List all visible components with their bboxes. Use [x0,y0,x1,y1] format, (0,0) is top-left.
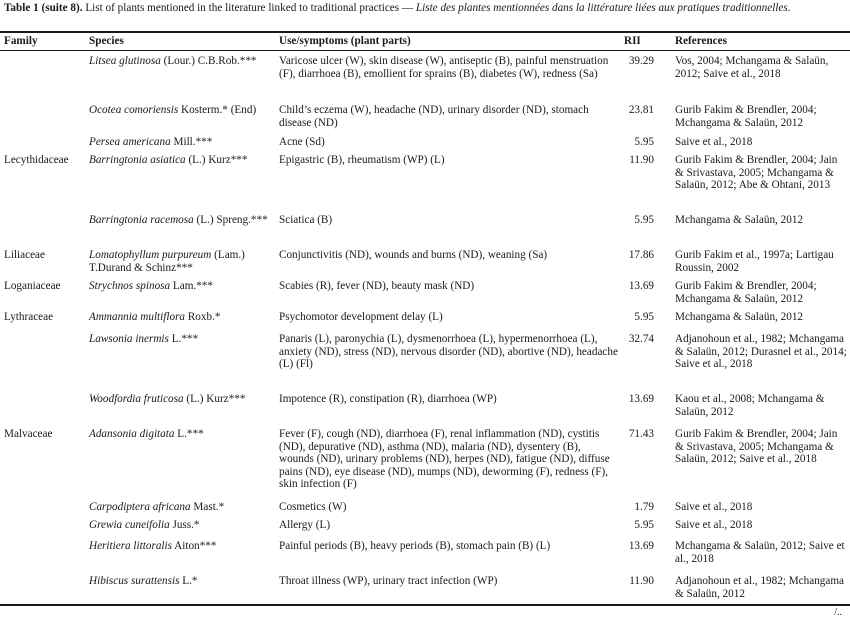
use-cell: Scabies (R), fever (ND), beauty mask (ND) [279,280,475,292]
header-species: Species [89,35,124,47]
use-cell: Acne (Sd) [279,136,325,148]
species-genus: Hibiscus surattensis [89,575,180,587]
use-cell: Conjunctivitis (ND), wounds and burns (ND), weaning (Sa) [279,249,548,261]
header-references: References [675,35,727,47]
header-family: Family [4,35,38,47]
species-author: (L.) Kurz*** [185,154,248,166]
use-cell: Epigastric (B), rheumatism (WP) (L) [279,154,445,166]
species-cell [89,540,275,553]
species-author: (L.) Kurz*** [183,393,246,405]
species-author: Roxb.* [185,311,221,323]
rii-cell: 17.86 [628,249,654,261]
references-cell: Saive et al., 2018 [675,501,753,513]
rii-cell: 5.95 [634,311,654,323]
rii-cell: 39.29 [628,55,654,67]
species-genus: Litsea glutinosa [89,55,161,67]
references-cell: Gurib Fakim & Brendler, 2004; Jain & Srivastava, 2005; Mchangama & Salaün, 2012; Saive et al., 2018 [675,428,838,466]
species-cell [89,214,275,227]
rii-cell: 11.90 [629,575,654,587]
use-cell: Painful periods (B), heavy periods (B), stomach pain (B) (L) [279,540,551,552]
family-cell: Lythraceae [4,311,54,323]
species-cell [89,136,275,149]
species-cell [89,333,275,346]
header-rule [0,50,850,51]
species-genus: Barringtonia asiatica [89,154,186,166]
references-cell: Saive et al., 2018 [675,519,753,531]
species-cell [89,428,275,441]
species-genus: Woodfordia fruticosa [89,393,184,405]
header-rii: RII [624,35,641,47]
species-author: Aiton*** [171,540,217,552]
caption-english: List of plants mentioned in the literature linked to traditional practices — [82,2,416,14]
rii-cell: 5.95 [634,136,654,148]
species-genus: Lomatophyllum purpureum [89,249,212,261]
rii-cell: 11.90 [629,154,654,166]
rii-cell: 13.69 [628,280,654,292]
rii-cell: 5.95 [634,214,654,226]
use-cell: Fever (F), cough (ND), diarrhoea (F), renal inflammation (ND), cystitis (ND), depurative (ND), asthma (ND), malaria (ND), dysentery (B), wounds (ND), urinary problems (ND), herpes (ND), fatigue (ND), diffuse pains (ND), eye disease (ND), mumps (ND), deworming (F), redness (F), skin infection (F) [279,428,610,491]
references-cell: Gurib Fakim et al., 1997a; Lartigau Roussin, 2002 [675,249,834,274]
continuation-mark: /.. [834,607,842,618]
species-cell [89,104,275,117]
caption-end: . [787,2,791,14]
species-author: (Lam.) T.Durand & Schinz*** [89,249,245,274]
species-genus: Grewia cuneifolia [89,519,170,531]
species-author: Kosterm.* (End) [178,104,257,116]
species-cell [89,280,275,293]
references-cell: Saive et al., 2018 [675,136,753,148]
references-cell: Gurib Fakim & Brendler, 2004; Mchangama & Salaün, 2012 [675,104,817,129]
species-genus: Persea americana [89,136,171,148]
use-cell: Allergy (L) [279,519,331,531]
use-cell: Psychomotor development delay (L) [279,311,443,323]
species-cell [89,311,275,324]
use-cell: Cosmetics (W) [279,501,347,513]
rii-cell: 5.95 [634,519,654,531]
references-cell: Mchangama & Salaün, 2012 [675,311,804,323]
species-cell [89,393,275,406]
references-cell: Mchangama & Salaün, 2012; Saive et al., 2018 [675,540,845,565]
references-cell: Adjanohoun et al., 1982; Mchangama & Salaün, 2012; Durasnel et al., 2014; Saive et al., 2018 [675,333,847,371]
top-rule [0,31,850,33]
species-author: Mast.* [190,501,225,513]
references-cell: Mchangama & Salaün, 2012 [675,214,804,226]
species-genus: Carpodiptera africana [89,501,191,513]
species-cell [89,501,275,514]
species-author: L.*** [174,428,204,440]
use-cell: Throat illness (WP), urinary tract infection (WP) [279,575,498,587]
use-cell: Sciatica (B) [279,214,333,226]
rii-cell: 32.74 [628,333,654,345]
rii-cell: 1.79 [634,501,654,513]
bottom-rule [0,604,850,606]
species-author: Lam.*** [170,280,213,292]
use-cell: Panaris (L), paronychia (L), dysmenorrhoea (L), hypermenorrhoea (L), anxiety (ND), stress (ND), nervous disorder (ND), abortive (ND), headache (L) (Fl) [279,333,618,371]
species-author: (Lour.) C.B.Rob.*** [160,55,257,67]
species-genus: Heritiera littoralis [89,540,172,552]
rii-cell: 71.43 [628,428,654,440]
rii-cell: 13.69 [628,393,654,405]
references-cell: Gurib Fakim & Brendler, 2004; Mchangama & Salaün, 2012 [675,280,817,305]
species-cell [89,154,275,167]
species-author: (L.) Spreng.*** [193,214,268,226]
species-genus: Lawsonia inermis [89,333,169,345]
species-genus: Ocotea comoriensis [89,104,179,116]
references-cell: Gurib Fakim & Brendler, 2004; Jain & Srivastava, 2005; Mchangama & Salaün, 2012; Abe & Ohtani, 2013 [675,154,838,192]
species-genus: Ammannia multiflora [89,311,186,323]
species-author: Mill.*** [170,136,213,148]
table-caption [4,2,846,15]
rii-cell: 23.81 [628,104,654,116]
family-cell: Liliaceae [4,249,45,261]
header-use: Use/symptoms (plant parts) [279,35,411,47]
use-cell: Child’s eczema (W), headache (ND), urinary disorder (ND), stomach disease (ND) [279,104,589,129]
species-cell [89,55,275,68]
species-genus: Barringtonia racemosa [89,214,194,226]
caption-label: Table 1 (suite 8). [4,2,83,14]
references-cell: Adjanohoun et al., 1982; Mchangama & Salaün, 2012 [675,575,845,600]
family-cell: Lecythidaceae [4,154,69,166]
references-cell: Kaou et al., 2008; Mchangama & Salaün, 2012 [675,393,825,418]
species-genus: Adansonia digitata [89,428,175,440]
species-cell [89,575,275,588]
family-cell: Malvaceae [4,428,53,440]
use-cell: Impotence (R), constipation (R), diarrhoea (WP) [279,393,497,405]
species-cell [89,519,275,532]
species-author: Juss.* [169,519,200,531]
species-cell [89,249,275,274]
references-cell: Vos, 2004; Mchangama & Salaün, 2012; Saive et al., 2018 [675,55,829,80]
use-cell: Varicose ulcer (W), skin disease (W), antiseptic (B), painful menstruation (F), diarrhoea (B), emollient for sprains (B), diabetes (W), redness (Sa) [279,55,609,80]
rii-cell: 13.69 [628,540,654,552]
species-author: L.*** [168,333,199,345]
species-author: L.* [179,575,198,587]
species-genus: Strychnos spinosa [89,280,171,292]
family-cell: Loganiaceae [4,280,61,292]
caption-french: Liste des plantes mentionnées dans la littérature liées aux pratiques traditionnelles [415,2,788,14]
